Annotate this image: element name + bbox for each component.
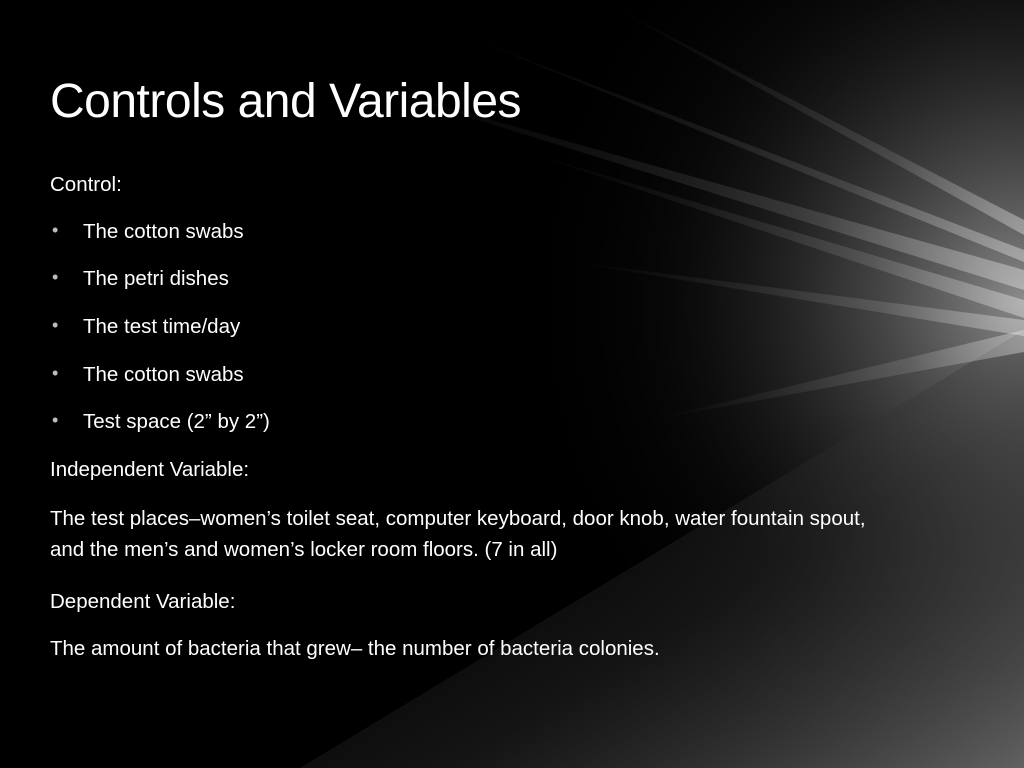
list-item-text: Test space (2” by 2”): [83, 410, 270, 434]
dependent-variable-heading: Dependent Variable:: [50, 589, 236, 613]
control-heading: Control:: [50, 173, 122, 196]
independent-variable-heading: Independent Variable:: [50, 457, 250, 481]
list-item-text: The petri dishes: [83, 267, 229, 291]
list-item: [50, 219, 900, 245]
bullet-icon: •: [52, 362, 59, 383]
independent-variable-text: The test places–women’s toilet seat, computer keyboard, door knob, water fountain spout, and the men’s and women’s locker room floors. (7 in all): [50, 507, 866, 561]
slide-body: [50, 172, 900, 662]
list-item-text: The cotton swabs: [83, 219, 244, 243]
bullet-icon: •: [52, 314, 59, 335]
bullet-icon: •: [52, 267, 59, 288]
dependent-variable-text: The amount of bacteria that grew– the number of bacteria colonies.: [50, 637, 660, 661]
list-item-text: The cotton swabs: [83, 362, 244, 386]
slide-title: Controls and Variables: [50, 75, 522, 128]
list-item: [50, 409, 900, 435]
bullet-icon: •: [52, 410, 59, 431]
bullet-icon: •: [52, 219, 59, 240]
list-item: [50, 362, 900, 388]
control-list: [50, 219, 900, 435]
list-item-text: The test time/day: [83, 314, 241, 338]
list-item: [50, 266, 900, 292]
list-item: [50, 314, 900, 340]
